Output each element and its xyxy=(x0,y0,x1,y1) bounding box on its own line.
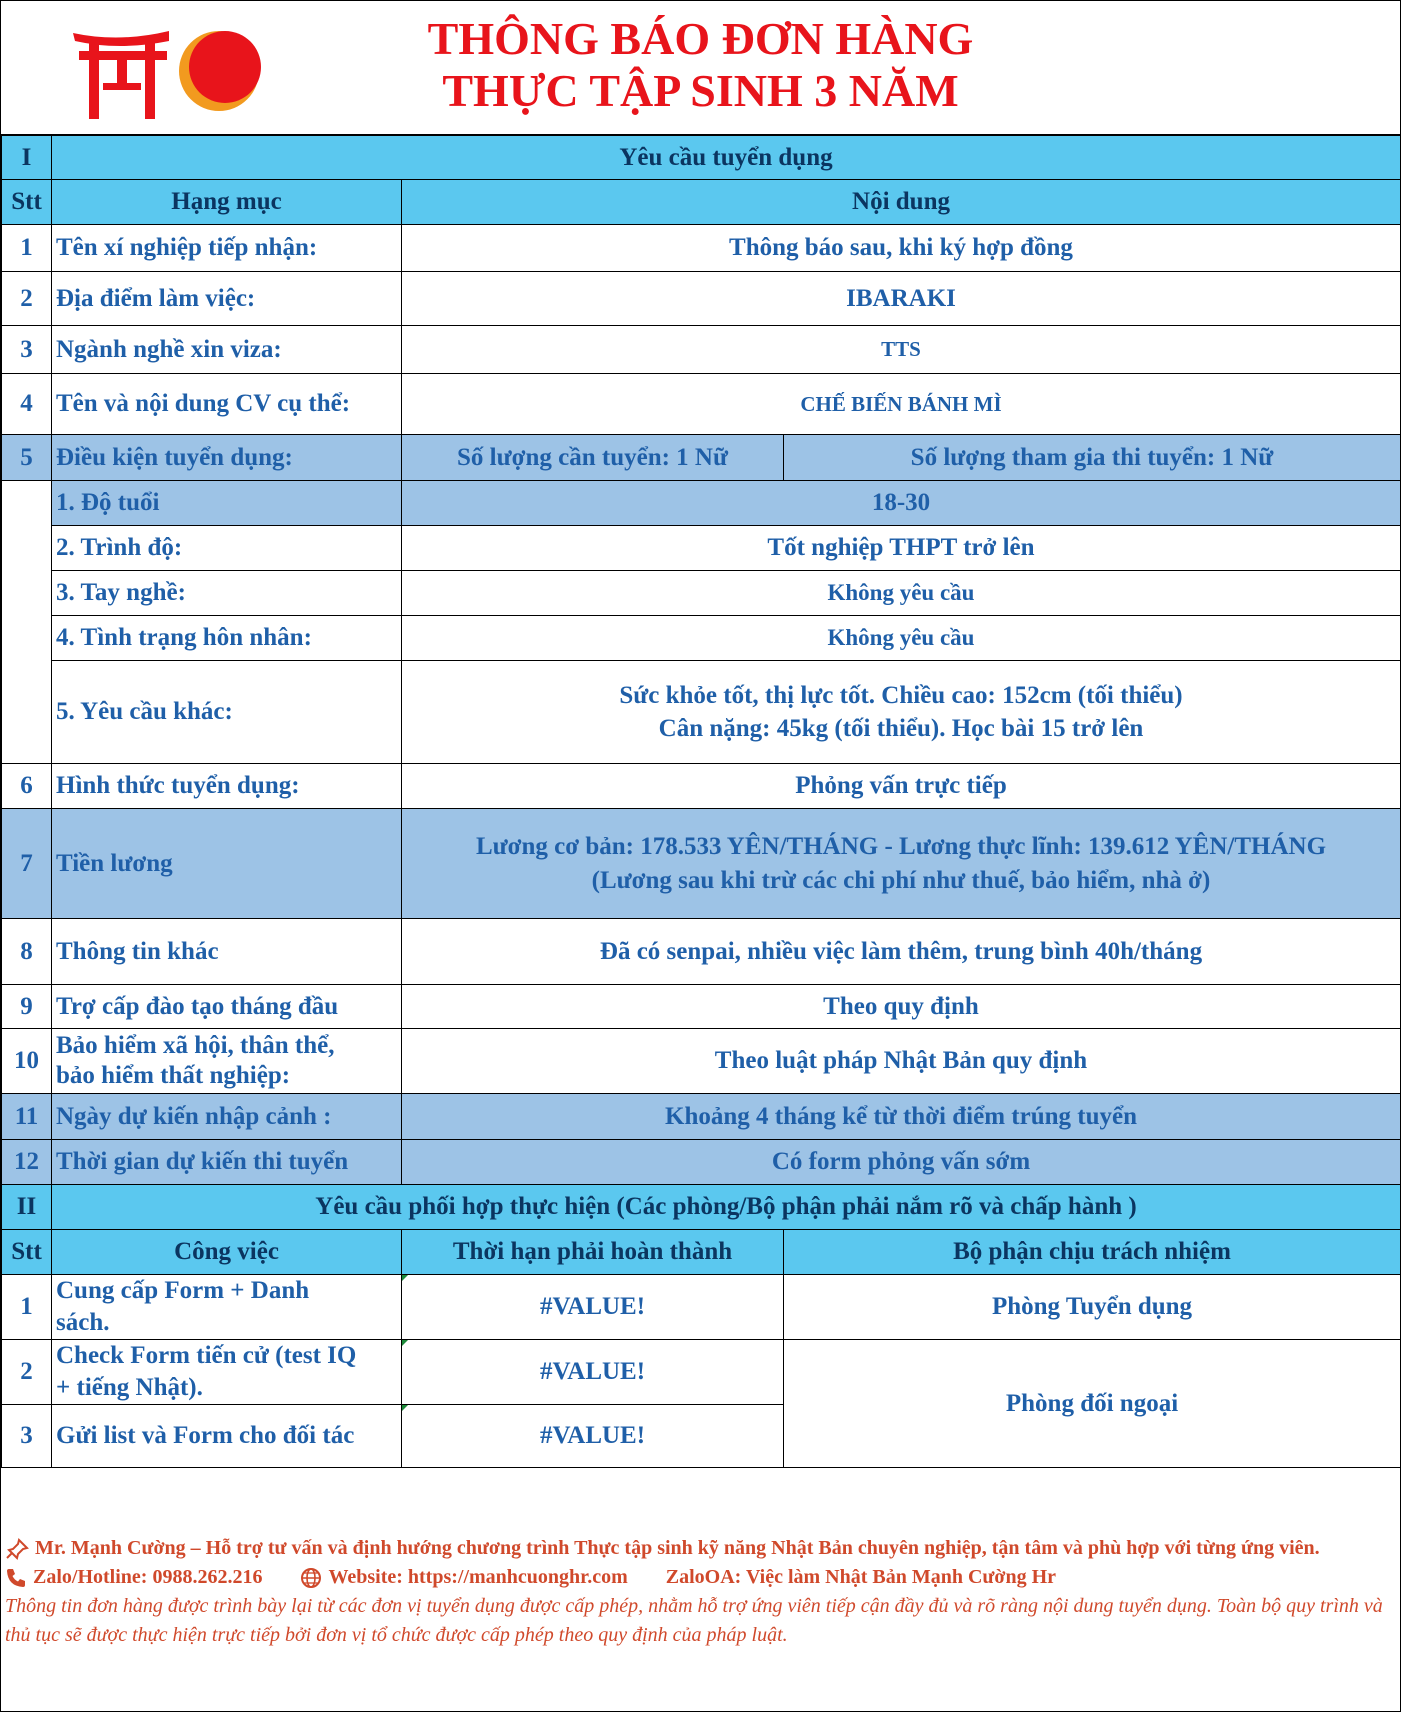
error-marker xyxy=(402,1405,408,1411)
task-deadline xyxy=(402,1405,784,1468)
row-value: Có form phỏng vấn sớm xyxy=(402,1140,1401,1185)
row-value: CHẾ BIẾN BÁNH MÌ xyxy=(402,374,1401,435)
exam-quota: Số lượng tham gia thi tuyển: 1 Nữ xyxy=(784,435,1401,481)
condition-row xyxy=(2,526,1401,571)
row-stt: 8 xyxy=(2,919,52,985)
col2-stt: Stt xyxy=(2,1230,52,1275)
row-value: Thông báo sau, khi ký hợp đồng xyxy=(402,225,1401,272)
table-row xyxy=(2,1140,1401,1185)
task-dept: Phòng đối ngoại xyxy=(784,1340,1401,1468)
insurance-label xyxy=(52,1029,402,1094)
salary-line-1: Lương cơ bản: 178.533 YÊN/THÁNG - Lương thực lĩnh: 139.612 YÊN/THÁNG xyxy=(475,832,1327,860)
page-title xyxy=(331,13,1070,117)
condition-row xyxy=(2,661,1401,764)
col-stt: Stt xyxy=(2,180,52,225)
row-stt: 9 xyxy=(2,985,52,1029)
row-label: Thông tin khác xyxy=(52,919,402,985)
error-marker xyxy=(402,1340,408,1346)
other-req-line-1: Sức khỏe tốt, thị lực tốt. Chiều cao: 152cm (tối thiểu) xyxy=(619,682,1183,709)
table-row xyxy=(2,374,1401,435)
row-label: Ngành nghề xin viza: xyxy=(52,326,402,374)
error-marker xyxy=(402,1275,408,1281)
row-label: Ngày dự kiến nhập cảnh : xyxy=(52,1094,402,1140)
task-dept: Phòng Tuyển dụng xyxy=(784,1275,1401,1340)
footer-disclaimer: Thông tin đơn hàng được trình bày lại từ các đơn vị tuyển dụng được cấp phép, nhằm hỗ trợ ứng viên tiếp cận đầy đủ và rõ ràng nội dung tuyển dụng. Toàn bộ quy trình và thủ tục sẽ được thực hiện trực tiếp bởi đơn vị tổ chức được cấp phép theo quy định của pháp luật. xyxy=(5,1595,1383,1646)
title-line-1: THÔNG BÁO ĐƠN HÀNG xyxy=(427,13,974,64)
task-name-line-1: Check Form tiến cử (test IQ xyxy=(56,1342,357,1369)
row-label: Tiền lương xyxy=(52,809,402,919)
condition-value: Tốt nghiệp THPT trở lên xyxy=(402,526,1401,571)
row-stt: 5 xyxy=(2,435,52,481)
row-stt: 7 xyxy=(2,809,52,919)
condition-stt-blank xyxy=(2,481,52,764)
table-row xyxy=(2,326,1401,374)
column-header-row-2 xyxy=(2,1230,1401,1275)
task-name-line-2: + tiếng Nhật). xyxy=(56,1374,203,1401)
table-row xyxy=(2,1029,1401,1094)
table-row xyxy=(2,764,1401,809)
condition-value: Không yêu cầu xyxy=(402,571,1401,616)
salary-row xyxy=(2,809,1401,919)
task-deadline-value: #VALUE! xyxy=(539,1358,646,1385)
row-stt: 1 xyxy=(2,225,52,272)
footer-intro xyxy=(5,1534,1395,1563)
task-name-line-1: Cung cấp Form + Danh xyxy=(56,1277,310,1304)
section-2-header xyxy=(2,1185,1401,1230)
task-stt: 3 xyxy=(2,1405,52,1468)
condition-row xyxy=(2,571,1401,616)
task-stt: 2 xyxy=(2,1340,52,1405)
condition-label: 3. Tay nghề: xyxy=(52,571,402,616)
col2-dept: Bộ phận chịu trách nhiệm xyxy=(784,1230,1401,1275)
row-stt: 6 xyxy=(2,764,52,809)
condition-label: 4. Tình trạng hôn nhân: xyxy=(52,616,402,661)
row-stt: 10 xyxy=(2,1029,52,1094)
row-label: Tên và nội dung CV cụ thể: xyxy=(52,374,402,435)
table-row xyxy=(2,225,1401,272)
task-stt: 1 xyxy=(2,1275,52,1340)
row-label: Tên xí nghiệp tiếp nhận: xyxy=(52,225,402,272)
globe-icon xyxy=(300,1567,322,1589)
task-name-line-2: sách. xyxy=(56,1309,110,1336)
row-label: Trợ cấp đào tạo tháng đầu xyxy=(52,985,402,1029)
table-row xyxy=(2,985,1401,1029)
table-row xyxy=(2,272,1401,326)
salary-line-2: (Lương sau khi trừ các chi phí như thuế, bảo hiểm, nhà ở) xyxy=(591,866,1211,894)
task-deadline-value: #VALUE! xyxy=(539,1293,646,1320)
task-name xyxy=(52,1275,402,1340)
condition-label: 2. Trình độ: xyxy=(52,526,402,571)
header xyxy=(1,1,1400,135)
task-name xyxy=(52,1340,402,1405)
torii-sun-logo xyxy=(69,23,269,123)
task-deadline xyxy=(402,1275,784,1340)
col-category: Hạng mục xyxy=(52,180,402,225)
row-label: Điều kiện tuyển dụng: xyxy=(52,435,402,481)
row-label: Hình thức tuyển dụng: xyxy=(52,764,402,809)
website-link[interactable]: Website: https://manhcuonghr.com xyxy=(328,1566,628,1588)
other-requirements xyxy=(402,661,1401,764)
column-header-row xyxy=(2,180,1401,225)
section-2-title: Yêu cầu phối hợp thực hiện (Các phòng/Bộ phận phải nắm rõ và chấp hành ) xyxy=(52,1185,1401,1230)
other-req-line-2: Cân nặng: 45kg (tối thiểu). Học bài 15 trở lên xyxy=(658,715,1144,742)
footer-contacts xyxy=(5,1563,1395,1592)
row-label: Thời gian dự kiến thi tuyển xyxy=(52,1140,402,1185)
section-2-num: II xyxy=(2,1185,52,1230)
row-value: Đã có senpai, nhiều việc làm thêm, trung bình 40h/tháng xyxy=(402,919,1401,985)
row-stt: 3 xyxy=(2,326,52,374)
zalo-oa[interactable]: ZaloOA: Việc làm Nhật Bản Mạnh Cường Hr xyxy=(665,1566,1057,1588)
footer-intro-text: Mr. Mạnh Cường – Hỗ trợ tư vấn và định hướng chương trình Thực tập sinh kỹ năng Nhật Bản chuyên nghiệp, tận tâm và phù hợp với từng ứng viên. xyxy=(35,1537,1320,1559)
row-value: Theo quy định xyxy=(402,985,1401,1029)
row-stt: 4 xyxy=(2,374,52,435)
recruit-quota: Số lượng cần tuyển: 1 Nữ xyxy=(402,435,784,481)
row-value: TTS xyxy=(402,326,1401,374)
title-line-2: THỰC TẬP SINH 3 NĂM xyxy=(442,65,959,116)
section-1-header xyxy=(2,136,1401,180)
condition-row xyxy=(2,481,1401,526)
row-stt: 11 xyxy=(2,1094,52,1140)
row-value: Theo luật pháp Nhật Bản quy định xyxy=(402,1029,1401,1094)
row-stt: 2 xyxy=(2,272,52,326)
condition-value: 18-30 xyxy=(402,481,1401,526)
task-deadline-value: #VALUE! xyxy=(539,1422,646,1449)
row-label: Địa điểm làm việc: xyxy=(52,272,402,326)
condition-label: 5. Yêu cầu khác: xyxy=(52,661,402,764)
row-value: Khoảng 4 tháng kể từ thời điểm trúng tuyển xyxy=(402,1094,1401,1140)
table-row xyxy=(2,919,1401,985)
table-row xyxy=(2,1094,1401,1140)
insurance-label-line-2: bảo hiểm thất nghiệp: xyxy=(56,1062,291,1089)
task-deadline xyxy=(402,1340,784,1405)
salary-value xyxy=(402,809,1401,919)
condition-label: 1. Độ tuổi xyxy=(52,481,402,526)
condition-row xyxy=(2,616,1401,661)
task-row xyxy=(2,1275,1401,1340)
table-row xyxy=(2,435,1401,481)
pin-icon xyxy=(5,1538,29,1560)
footer xyxy=(5,1534,1395,1650)
section-1-num: I xyxy=(2,136,52,180)
col-content: Nội dung xyxy=(402,180,1401,225)
task-name: Gửi list và Form cho đối tác xyxy=(52,1405,402,1468)
row-stt: 12 xyxy=(2,1140,52,1185)
insurance-label-line-1: Bảo hiểm xã hội, thân thể, xyxy=(56,1032,335,1059)
hotline[interactable]: Zalo/Hotline: 0988.262.216 xyxy=(33,1566,263,1588)
section-1-title: Yêu cầu tuyển dụng xyxy=(52,136,1401,180)
task-row xyxy=(2,1340,1401,1405)
row-value: Phỏng vấn trực tiếp xyxy=(402,764,1401,809)
col2-task: Công việc xyxy=(52,1230,402,1275)
col2-deadline: Thời hạn phải hoàn thành xyxy=(402,1230,784,1275)
condition-value: Không yêu cầu xyxy=(402,616,1401,661)
row-value: IBARAKI xyxy=(402,272,1401,326)
order-table xyxy=(1,135,1401,1468)
phone-icon xyxy=(5,1567,27,1589)
